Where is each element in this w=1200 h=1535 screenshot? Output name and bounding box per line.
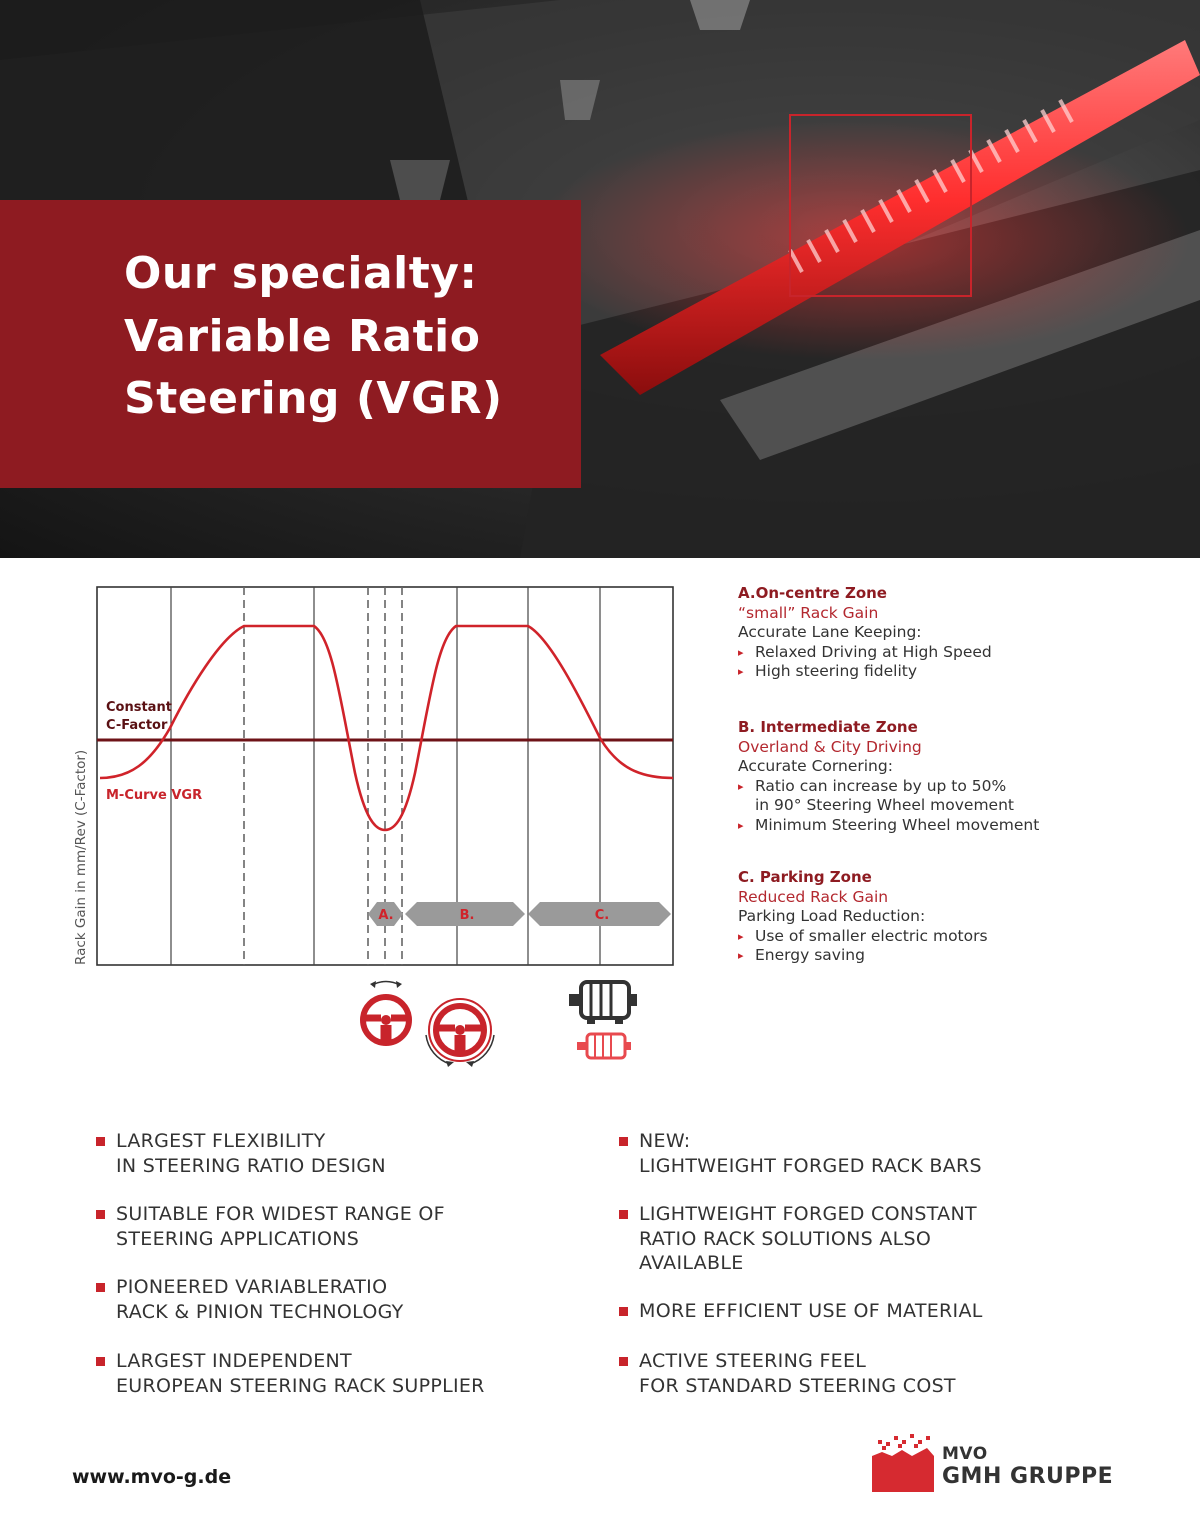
arrow-icon: ▸ bbox=[738, 818, 744, 832]
zone-b bbox=[738, 718, 1178, 835]
bullet-square-icon bbox=[619, 1137, 628, 1146]
zone-heading: C. Parking Zone bbox=[738, 868, 872, 886]
bullet-square-icon bbox=[96, 1137, 105, 1146]
bullet-square-icon bbox=[619, 1357, 628, 1366]
electric-motor-small-icon bbox=[577, 1034, 631, 1058]
feature-item: ACTIVE STEERING FEEL FOR STANDARD STEERING COST bbox=[619, 1349, 956, 1398]
hero-image bbox=[0, 0, 1200, 558]
zone-subheading: Reduced Rack Gain bbox=[738, 887, 889, 906]
title-box bbox=[0, 200, 581, 488]
zone-bullet: ▸ Use of smaller electric motors bbox=[738, 926, 988, 945]
zone-bullet: ▸ Relaxed Driving at High Speed bbox=[738, 642, 992, 661]
feature-item: LARGEST INDEPENDENT EUROPEAN STEERING RACK SUPPLIER bbox=[96, 1349, 485, 1398]
y-axis-label: Rack Gain in mm/Rev (C-Factor) bbox=[73, 749, 89, 965]
steering-wheel-large-icon bbox=[426, 999, 494, 1067]
feature-item: NEW: LIGHTWEIGHT FORGED RACK BARS bbox=[619, 1129, 982, 1178]
page-title-line-3: Steering (VGR) bbox=[124, 373, 503, 424]
zone-tags bbox=[368, 902, 671, 926]
steering-wheel-small-icon bbox=[363, 981, 409, 1043]
electric-motor-large-icon bbox=[569, 982, 637, 1024]
zone-tag-c: C. bbox=[594, 908, 610, 923]
zone-subheading: Overland & City Driving bbox=[738, 737, 922, 756]
bullet-square-icon bbox=[96, 1210, 105, 1219]
zone-bullet: ▸ Minimum Steering Wheel movement bbox=[738, 815, 1040, 834]
website-link[interactable]: www.mvo-g.de bbox=[72, 1466, 232, 1488]
arrow-icon: ▸ bbox=[738, 949, 744, 962]
page-title-line-2: Variable Ratio bbox=[124, 311, 481, 362]
zone-heading: B. Intermediate Zone bbox=[738, 718, 918, 736]
bullet-square-icon bbox=[619, 1210, 628, 1219]
feature-item: LARGEST FLEXIBILITY IN STEERING RATIO DESIGN bbox=[96, 1129, 386, 1178]
feature-item: LIGHTWEIGHT FORGED CONSTANT RATIO RACK SOLUTIONS ALSO AVAILABLE bbox=[619, 1202, 977, 1276]
vgr-chart bbox=[70, 578, 690, 1078]
curve-label: M-Curve VGR bbox=[106, 788, 203, 803]
zone-subheading: “small” Rack Gain bbox=[738, 603, 879, 622]
zone-bullet-continued: in 90° Steering Wheel movement bbox=[755, 796, 1014, 814]
feature-item: SUITABLE FOR WIDEST RANGE OF STEERING APPLICATIONS bbox=[96, 1202, 445, 1251]
arrow-icon: ▸ bbox=[738, 645, 744, 659]
bullet-square-icon bbox=[619, 1307, 628, 1316]
logo-text-gmh-gruppe: GMH GRUPPE bbox=[942, 1464, 1114, 1489]
logo-text-mvo: MVO bbox=[942, 1444, 988, 1464]
zone-bullet: ▸ Energy saving bbox=[738, 946, 865, 964]
zone-bullet: ▸ High steering fidelity bbox=[738, 662, 918, 680]
zone-bullet: ▸ Ratio can increase by up to 50% bbox=[738, 776, 1007, 795]
constant-label-line-2: C-Factor bbox=[106, 718, 168, 733]
zone-a bbox=[738, 584, 1178, 682]
constant-label-line-1: Constant bbox=[106, 700, 172, 715]
zone-c bbox=[738, 868, 1178, 966]
zone-lead: Parking Load Reduction: bbox=[738, 907, 926, 925]
bullet-square-icon bbox=[96, 1283, 105, 1292]
arrow-icon: ▸ bbox=[738, 779, 744, 793]
zone-lead: Accurate Lane Keeping: bbox=[738, 623, 922, 641]
arrow-icon: ▸ bbox=[738, 665, 744, 678]
zone-heading: A.On-centre Zone bbox=[738, 584, 887, 602]
feature-item: PIONEERED VARIABLERATIO RACK & PINION TECHNOLOGY bbox=[96, 1275, 404, 1324]
arrow-icon: ▸ bbox=[738, 929, 744, 943]
zone-tag-b: B. bbox=[459, 908, 475, 923]
page-title-line-1: Our specialty: bbox=[124, 248, 478, 299]
zone-lead: Accurate Cornering: bbox=[738, 757, 893, 775]
zone-tag-a: A. bbox=[378, 908, 394, 923]
bullet-square-icon bbox=[96, 1357, 105, 1366]
feature-item: MORE EFFICIENT USE OF MATERIAL bbox=[619, 1299, 983, 1324]
vgr-chart-svg bbox=[70, 578, 690, 1078]
